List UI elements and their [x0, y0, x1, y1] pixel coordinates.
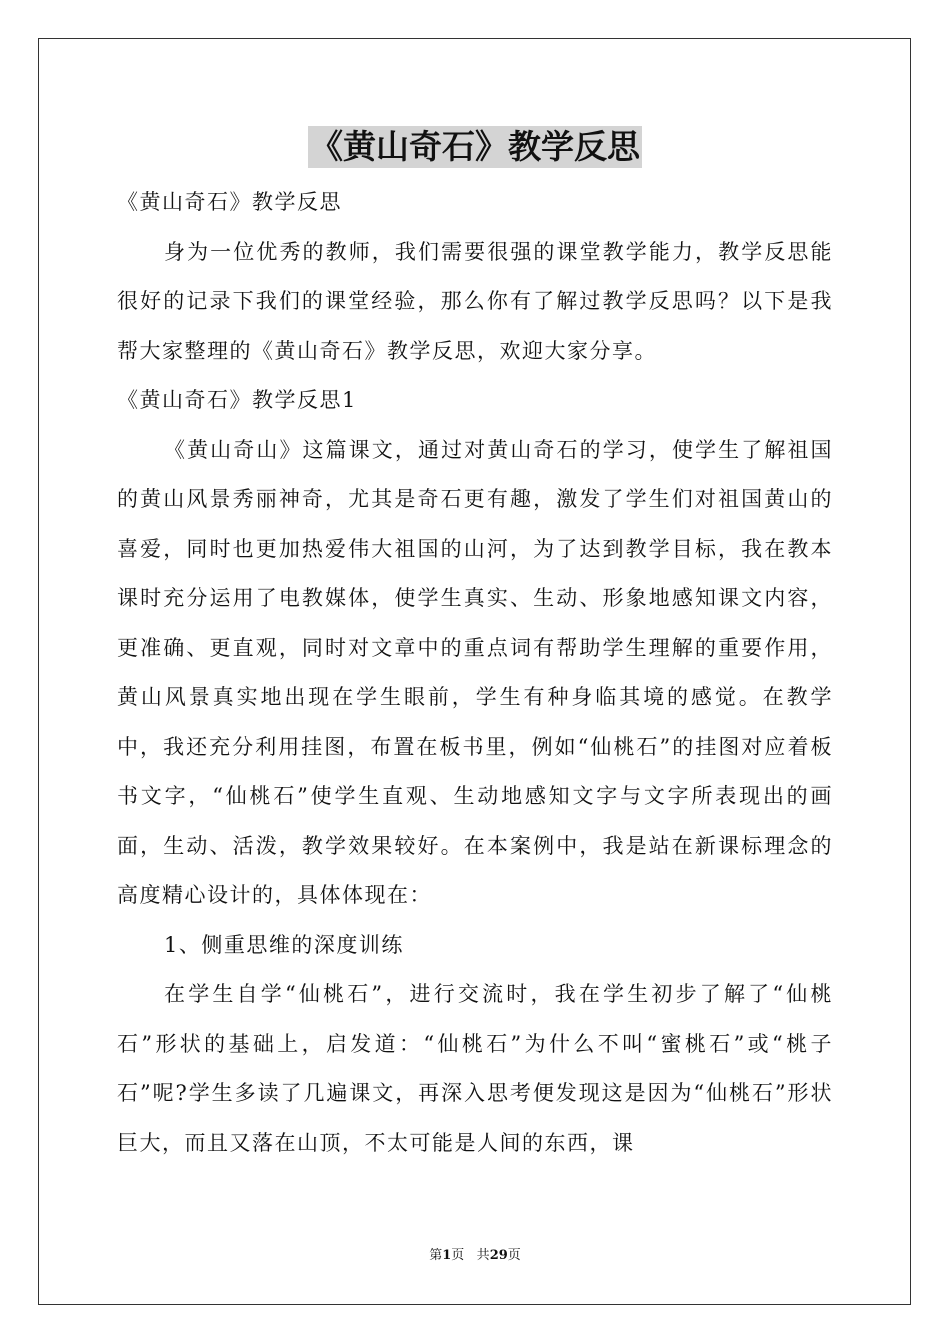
body-paragraph-2: 在学生自学“仙桃石”，进行交流时，我在学生初步了解了“仙桃石”形状的基础上，启发道：“仙桃石”为什么不叫“蜜桃石”或“桃子石”呢?学生多读了几遍课文，再深入思考便发现这是因为“仙桃石”形状巨大，而且又落在山顶，不太可能是人间的东西，课 [117, 982, 833, 1155]
document-subtitle: 《黄山奇石》教学反思 [117, 190, 342, 214]
page-prefix: 第 [429, 1248, 443, 1263]
page-footer [0, 1248, 950, 1264]
total-pages: 29 [489, 1248, 508, 1263]
total-prefix: 共 [476, 1248, 490, 1263]
document-body [117, 178, 833, 1168]
title-container [0, 126, 950, 168]
page-suffix: 页 [451, 1248, 465, 1263]
intro-paragraph: 身为一位优秀的教师，我们需要很强的课堂教学能力，教学反思能很好的记录下我们的课堂经验，那么你有了解过教学反思吗？以下是我帮大家整理的《黄山奇石》教学反思，欢迎大家分享。 [117, 239, 833, 363]
document-title: 《黄山奇石》教学反思 [310, 127, 640, 166]
section-heading: 《黄山奇石》教学反思1 [117, 388, 357, 412]
point-heading-1: 1、侧重思维的深度训练 [164, 932, 404, 957]
page-number: 1 [442, 1248, 452, 1263]
total-suffix: 页 [507, 1248, 521, 1263]
body-paragraph-1: 《黄山奇山》这篇课文，通过对黄山奇石的学习，使学生了解祖国的黄山风景秀丽神奇，尤其是奇石更有趣，激发了学生们对祖国黄山的喜爱，同时也更加热爱伟大祖国的山河，为了达到教学目标，我在教本课时充分运用了电教媒体，使学生真实、生动、形象地感知课文内容，更准确、更直观，同时对文章中的重点词有帮助学生理解的重要作用，黄山风景真实地出现在学生眼前，学生有种身临其境的感觉。在教学中，我还充分利用挂图，布置在板书里，例如“仙桃石”的挂图对应着板书文字，“仙桃石”使学生直观、生动地感知文字与文字所表现出的画面，生动、活泼，教学效果较好。在本案例中，我是站在新课标理念的高度精心设计的，具体体现在： [117, 437, 833, 907]
